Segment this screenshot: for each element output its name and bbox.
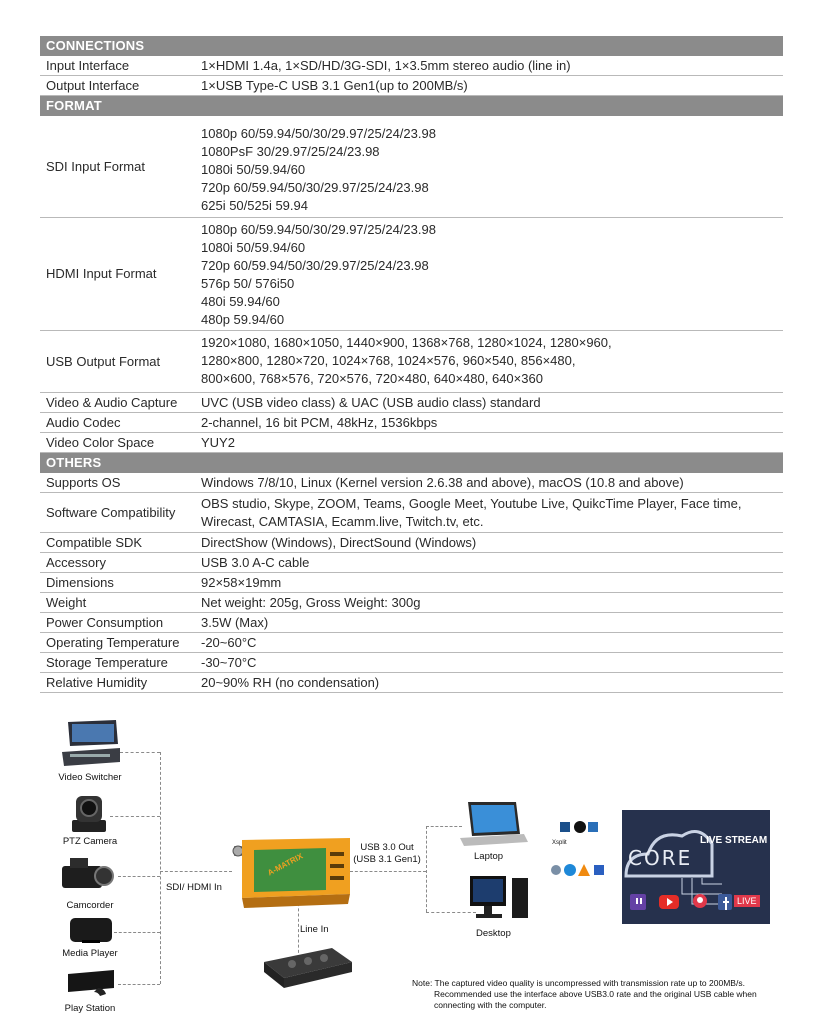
laptop-icon <box>458 800 530 848</box>
spec-label: HDMI Input Format <box>46 266 157 281</box>
caption-camcorder: Camcorder <box>66 900 114 911</box>
caption-usb-out-gen: (USB 3.1 Gen1) <box>353 854 421 865</box>
spec-line: 625i 50/525i 59.94 <box>201 198 308 213</box>
connector-line <box>110 816 160 817</box>
spec-value: 3.5W (Max) <box>201 615 269 630</box>
software-logos-icon <box>546 818 610 888</box>
banner-title: LIVE STREAM <box>700 835 768 846</box>
spec-row <box>40 76 783 96</box>
spec-line: 800×600, 768×576, 720×576, 720×480, 640×480, 640×360 <box>201 371 543 386</box>
spec-value: UVC (USB video class) & UAC (USB audio class) standard <box>201 395 541 410</box>
spec-row <box>40 593 783 613</box>
spec-row <box>40 56 783 76</box>
spec-line: 1280×800, 1280×720, 1024×768, 1024×576, 960×540, 856×480, <box>201 353 576 368</box>
spec-row <box>40 653 783 673</box>
spec-table <box>40 36 783 693</box>
spec-label: Output Interface <box>46 77 140 93</box>
spec-row <box>40 493 783 533</box>
spec-line: 1080PsF 30/29.97/25/24/23.98 <box>201 144 380 159</box>
note-line: Recommended use the interface above USB3.0 rate and the original USB cable when <box>434 989 757 999</box>
spec-label: Accessory <box>46 554 106 570</box>
spec-row <box>40 633 783 653</box>
spec-line: 480i 59.94/60 <box>201 294 280 309</box>
connector-line <box>114 932 160 933</box>
capture-device-icon <box>230 834 352 910</box>
spec-value <box>201 116 783 217</box>
spec-label: Storage Temperature <box>46 654 168 670</box>
spec-line: 1920×1080, 1680×1050, 1440×900, 1368×768, 1280×1024, 1280×960, <box>201 335 612 350</box>
desktop-icon <box>464 874 534 924</box>
spec-row <box>40 553 783 573</box>
device-brand-label: A-MATRIX <box>266 851 305 878</box>
caption-video-switcher: Video Switcher <box>58 772 122 783</box>
spec-line: 1080p 60/59.94/50/30/29.97/25/24/23.98 <box>201 222 436 237</box>
spec-row <box>40 673 783 693</box>
live-badge: LIVE <box>734 895 760 907</box>
spec-value: YUY2 <box>201 435 235 450</box>
spec-line: 1080i 50/59.94/60 <box>201 162 306 177</box>
connector-line <box>426 826 462 827</box>
spec-label: Input Interface <box>46 57 130 73</box>
spec-line: 720p 60/59.94/50/30/29.97/25/24/23.98 <box>201 180 429 195</box>
spec-label: USB Output Format <box>46 353 161 369</box>
camcorder-icon <box>60 850 118 896</box>
spec-line: Wirecast, CAMTASIA, Ecamm.live, Twitch.tv, etc. <box>201 514 484 529</box>
spec-line: 720p 60/59.94/50/30/29.97/25/24/23.98 <box>201 258 429 273</box>
spec-line: 480p 59.94/60 <box>201 312 285 327</box>
note-line: Note: The captured video quality is uncompressed with transmission rate up to 200MB/s. <box>412 978 745 988</box>
spec-value: Net weight: 205g, Gross Weight: 300g <box>201 595 421 610</box>
spec-label: Video & Audio Capture <box>46 394 178 410</box>
spec-label: Supports OS <box>46 474 121 490</box>
section-header-format: FORMAT <box>40 96 783 116</box>
spec-row <box>40 473 783 493</box>
spec-value: 1×HDMI 1.4a, 1×SD/HD/3G-SDI, 1×3.5mm stereo audio (line in) <box>201 58 571 73</box>
caption-usb-out: USB 3.0 Out <box>360 842 414 853</box>
spec-label: Operating Temperature <box>46 634 180 650</box>
caption-desktop: Desktop <box>476 928 511 939</box>
ptz-camera-icon <box>68 790 110 834</box>
video-switcher-icon <box>62 718 120 768</box>
caption-line-in: Line In <box>300 924 329 935</box>
play-station-icon <box>64 966 118 1000</box>
spec-label: Video Color Space <box>46 434 155 450</box>
caption-media-player: Media Player <box>62 948 118 959</box>
spec-value: 20~90% RH (no condensation) <box>201 675 380 690</box>
spec-row <box>40 433 783 453</box>
spec-row <box>40 116 783 218</box>
spec-line: OBS studio, Skype, ZOOM, Teams, Google Meet, Youtube Live, QuikcTime Player, Face time, <box>201 496 742 511</box>
spec-value <box>201 218 783 330</box>
caption-sdi-hdmi-in: SDI/ HDMI In <box>166 882 222 893</box>
spec-line: 1080p 60/59.94/50/30/29.97/25/24/23.98 <box>201 126 436 141</box>
spec-label: Power Consumption <box>46 614 164 630</box>
connector-line <box>350 871 426 872</box>
spec-row <box>40 331 783 393</box>
audio-mixer-icon <box>262 944 354 990</box>
spec-value: 1×USB Type-C USB 3.1 Gen1(up to 200MB/s) <box>201 78 468 93</box>
caption-ptz-camera: PTZ Camera <box>62 836 118 847</box>
twitch-icon <box>628 892 648 912</box>
spec-row <box>40 573 783 593</box>
facebook-icon <box>718 894 732 910</box>
media-player-icon <box>68 914 114 946</box>
section-header-connections: CONNECTIONS <box>40 36 783 56</box>
spec-label: Audio Codec <box>46 414 121 430</box>
spec-value <box>201 331 783 392</box>
spec-value: -30~70°C <box>201 655 257 670</box>
periscope-icon <box>690 892 710 912</box>
connector-line <box>118 876 160 877</box>
connector-line <box>160 871 232 872</box>
connector-line <box>426 826 427 912</box>
spec-value: DirectShow (Windows), DirectSound (Windows) <box>201 535 477 550</box>
spec-value: USB 3.0 A-C cable <box>201 555 310 570</box>
caption-play-station: Play Station <box>64 1003 116 1014</box>
spec-row <box>40 393 783 413</box>
spec-value: Windows 7/8/10, Linux (Kernel version 2.6.38 and above), macOS (10.8 and above) <box>201 475 684 490</box>
spec-value: 92×58×19mm <box>201 575 282 590</box>
spec-label: Relative Humidity <box>46 674 148 690</box>
connector-line <box>118 984 160 985</box>
spec-value: -20~60°C <box>201 635 257 650</box>
caption-laptop: Laptop <box>474 851 504 862</box>
spec-value: 2-channel, 16 bit PCM, 48kHz, 1536kbps <box>201 415 438 430</box>
connector-line <box>160 752 161 984</box>
spec-label: Compatible SDK <box>46 534 143 550</box>
spec-value <box>201 493 783 532</box>
spec-row <box>40 613 783 633</box>
svg-text:Xsplit: Xsplit <box>552 840 567 846</box>
connection-diagram <box>0 700 822 1024</box>
spec-label: SDI Input Format <box>46 158 145 174</box>
spec-row <box>40 533 783 553</box>
section-header-others: OTHERS <box>40 453 783 473</box>
youtube-icon <box>658 894 680 910</box>
spec-row <box>40 413 783 433</box>
spec-row <box>40 218 783 331</box>
spec-line: 1080i 50/59.94/60 <box>201 240 306 255</box>
banner-core-wordmark: CORE <box>628 846 693 870</box>
transmission-note <box>412 978 757 1011</box>
spec-label: Software Compatibility <box>46 504 176 520</box>
note-line: connecting with the computer. <box>434 1000 547 1010</box>
spec-label: Dimensions <box>46 574 114 590</box>
spec-line: 576p 50/ 576i50 <box>201 276 295 291</box>
connector-line <box>120 752 160 753</box>
spec-label: Weight <box>46 594 87 610</box>
